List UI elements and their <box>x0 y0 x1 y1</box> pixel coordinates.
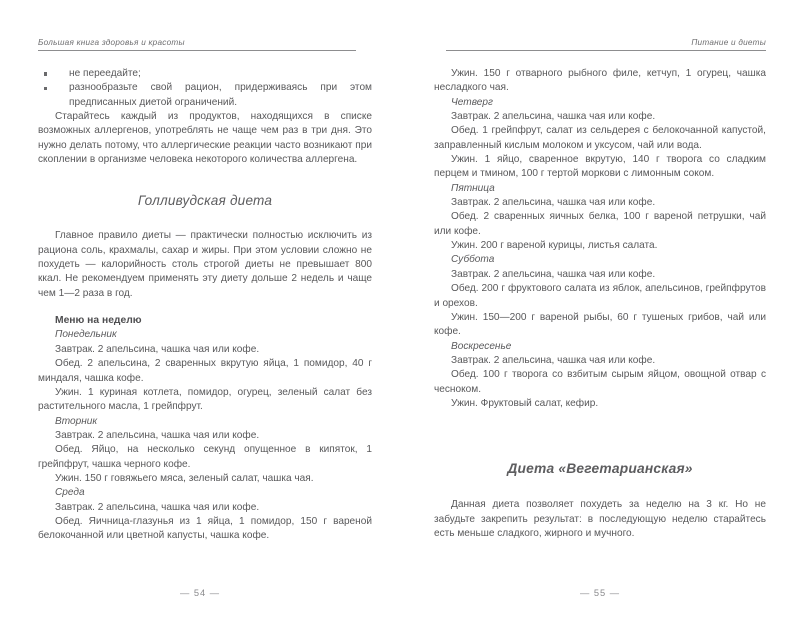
left-header-rule <box>38 50 356 51</box>
allergen-advice-paragraph: Старайтесь каждый из продуктов, находящихся в списке возможных аллергенов, употреблять не чаще чем раз в три дня. Это нужно делать потому, что аллергические реакции часто возникают при скоплении в организме человека некоторого количества аллергена. <box>38 111 372 166</box>
meal-line: Обед. 2 апельсина, 2 сваренных вкрутую яйца, 1 помидор, 40 г миндаля, чашка кофе. <box>38 358 372 384</box>
meal-line: Ужин. Фруктовый салат, кефир. <box>451 397 599 409</box>
bullet-square-icon <box>44 72 47 75</box>
meal-line: Обед. 1 грейпфрут, салат из сельдерея с белокочанной капустой, заправленный кислым молоком и уксусом, чай или вода. <box>434 125 766 151</box>
left-page-body <box>38 67 372 544</box>
meal-line-continued: Ужин. 150 г отварного рыбного филе, кетчуп, 1 огурец, чашка несладкого чая. <box>434 68 766 94</box>
right-page <box>400 0 800 622</box>
left-running-head: Большая книга здоровья и красоты <box>38 38 185 47</box>
left-page-number: — 54 — <box>179 588 221 598</box>
right-running-head: Питание и диеты <box>691 38 766 47</box>
hollywood-diet-heading: Голливудская диета <box>137 193 273 209</box>
bullet-text: разнообразьте свой рацион, придерживаясь при этом предписанных диетой ограничений. <box>69 82 372 108</box>
vegetarian-intro-paragraph: Данная диета позволяет похудеть за неделю на 3 кг. Но не забудьте закрепить результат: в последующую неделю старайтесь есть меньше сладкого, жирного и мучного. <box>434 499 766 539</box>
day-name-saturday: Суббота <box>451 254 495 266</box>
day-name-friday: Пятница <box>451 182 495 194</box>
right-page-body <box>434 67 766 541</box>
day-name-thursday: Четверг <box>451 96 493 108</box>
meal-line: Ужин. 150—200 г вареной рыбы, 60 г тушеных грибов, чай или кофе. <box>434 311 766 338</box>
bullet-square-icon <box>44 87 47 90</box>
meal-line: Завтрак. 2 апельсина, чашка чая или кофе. <box>55 429 260 441</box>
day-name-monday: Понедельник <box>55 329 117 341</box>
meal-line: Ужин. 1 яйцо, сваренное вкрутую, 140 г творога со сладким перцем и тмином, 100 г тертой моркови с лимонным соком. <box>434 154 766 180</box>
right-page-number: — 55 — <box>579 588 621 598</box>
meal-line: Завтрак. 2 апельсина, чашка чая или кофе. <box>451 197 656 209</box>
day-name-wednesday: Среда <box>55 487 85 499</box>
meal-line: Ужин. 150 г говяжьего мяса, зеленый салат, чашка чая. <box>55 472 314 484</box>
diet-rule-paragraph: Главное правило диеты — практически полностью исключить из рациона соль, крахмалы, сахар и жиры. При этом условии сложно не похудеть — калорийность столь строгой диеты не превышает 800 ккал. Не рекомендуем применять эту диету дольше 2 недель и чаще чем 1—2 раза в год. <box>38 230 372 299</box>
meal-line: Обед. 200 г фруктового салата из яблок, апельсинов, грейпфрутов и орехов. <box>434 283 766 309</box>
meal-line: Завтрак. 2 апельсина, чашка чая или кофе. <box>451 268 656 280</box>
meal-line: Завтрак. 2 апельсина, чашка чая или кофе. <box>451 354 656 366</box>
right-header-rule <box>446 50 766 51</box>
meal-line: Обед. 2 сваренных яичных белка, 100 г вареной петрушки, чай или кофе. <box>434 211 766 237</box>
meal-line: Обед. Яйцо, на несколько секунд опущенное в кипяток, 1 грейпфрут, чашка черного кофе. <box>38 444 372 470</box>
meal-line: Обед. Яичница-глазунья из 1 яйца, 1 помидор, 150 г вареной белокочанной или цветной капусты, чашка кофе. <box>38 515 372 542</box>
meal-line: Ужин. 200 г вареной курицы, листья салата. <box>451 240 658 252</box>
meal-line: Завтрак. 2 апельсина, чашка чая или кофе. <box>55 501 260 513</box>
day-name-tuesday: Вторник <box>55 415 98 427</box>
day-name-sunday: Воскресенье <box>451 340 512 352</box>
meal-line: Ужин. 1 куриная котлета, помидор, огурец, зеленый салат без растительного масла, 1 грейпфрут. <box>38 386 372 413</box>
list-item <box>38 67 372 81</box>
weekly-menu-heading: Меню на неделю <box>55 315 142 327</box>
meal-line: Завтрак. 2 апельсина, чашка чая или кофе. <box>451 111 656 123</box>
bullet-text: не переедайте; <box>69 68 141 79</box>
meal-line: Обед. 100 г творога со взбитым сырым яйцом, овощной отвар с чесноком. <box>434 369 766 395</box>
guidelines-bullet-list <box>38 67 372 110</box>
vegetarian-diet-heading: Диета «Вегетарианская» <box>507 461 693 477</box>
meal-line: Завтрак. 2 апельсина, чашка чая или кофе. <box>55 343 260 355</box>
list-item <box>38 81 372 110</box>
